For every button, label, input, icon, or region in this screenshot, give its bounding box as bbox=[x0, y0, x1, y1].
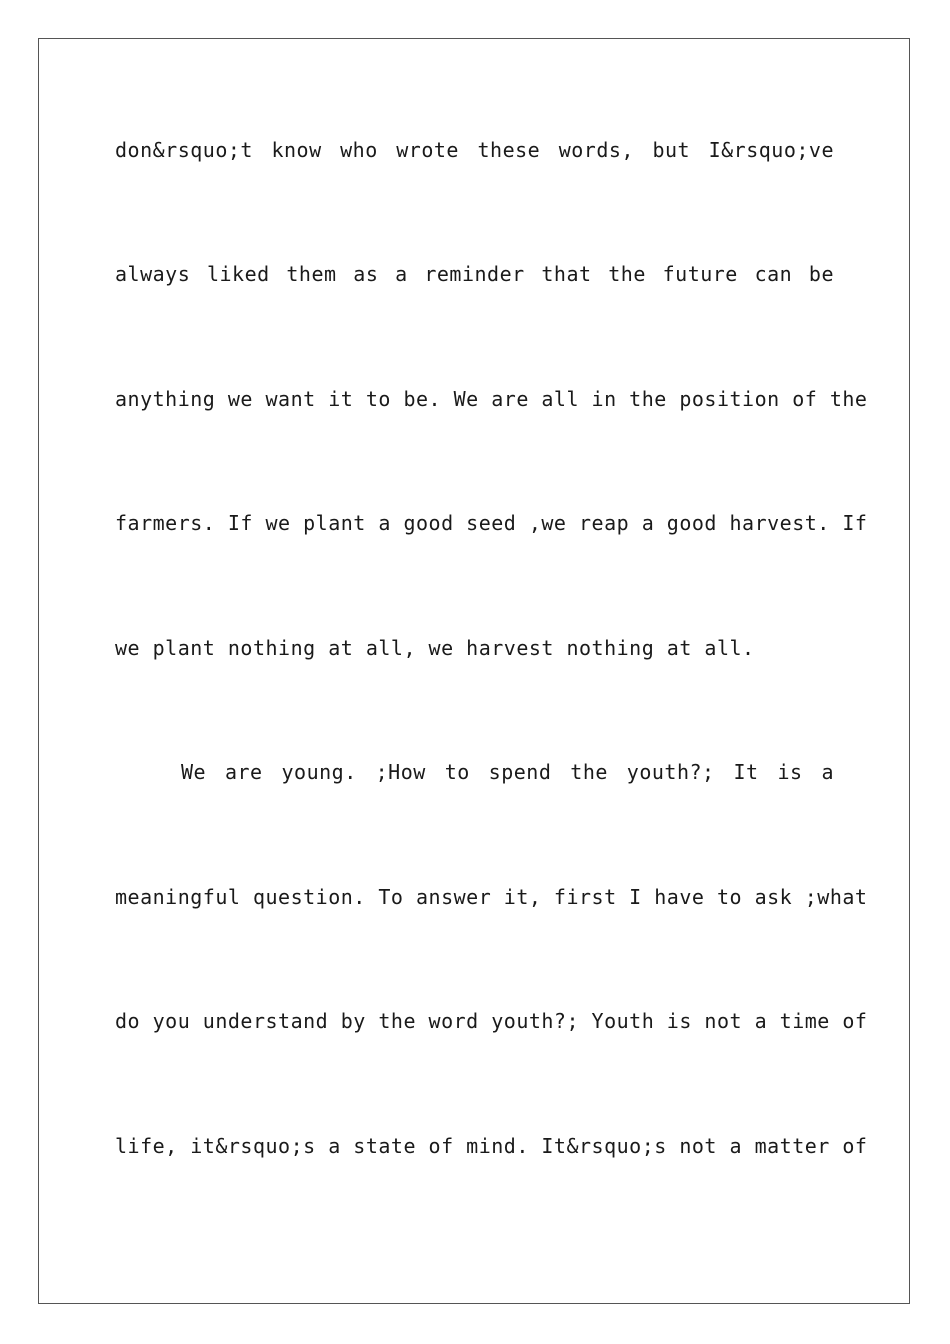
text-line: do you understand by the word youth?; Youth is not a time of bbox=[115, 1009, 868, 1033]
text-line: always liked them as a reminder that the future can be bbox=[115, 262, 834, 286]
text-line: anything we want it to be. We are all in the position of the bbox=[115, 387, 868, 411]
text-line: meaningful question. To answer it, first I have to ask ;what bbox=[115, 885, 868, 909]
text-line: don&rsquo;t know who wrote these words, but I&rsquo;ve bbox=[115, 138, 834, 162]
text-line: farmers. If we plant a good seed ,we reap a good harvest. If bbox=[115, 511, 868, 535]
document-page bbox=[38, 38, 910, 1304]
text-line: we plant nothing at all, we harvest nothing at all. bbox=[115, 636, 755, 660]
paragraph-first-line: We are young. ;How to spend the youth?; It is a bbox=[181, 760, 834, 784]
text-line: life, it&rsquo;s a state of mind. It&rsquo;s not a matter of bbox=[115, 1134, 868, 1158]
